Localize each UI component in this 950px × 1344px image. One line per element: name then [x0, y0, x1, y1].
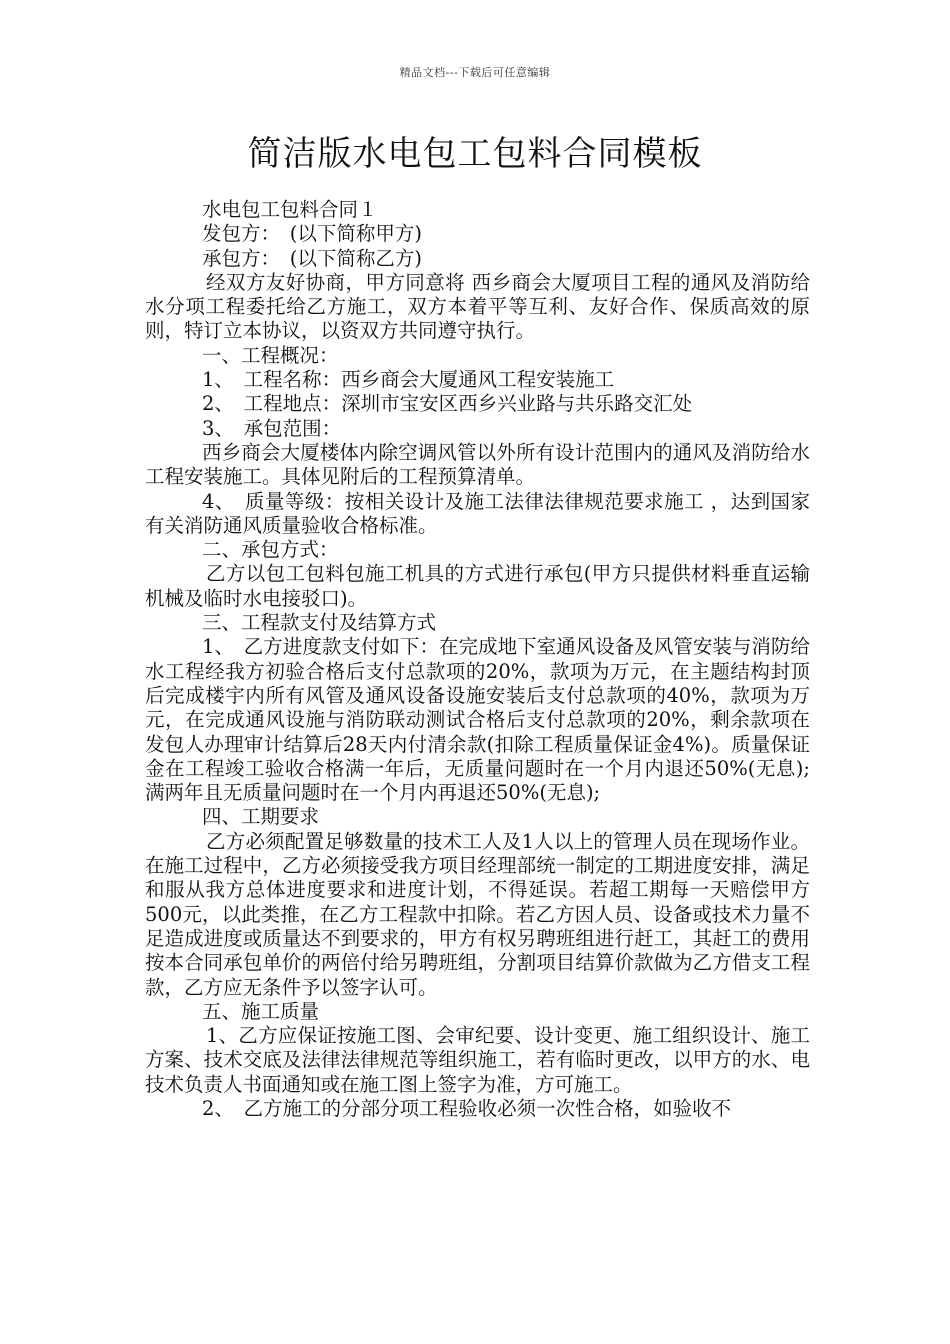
paragraph: 承包方： (以下简称乙方) [202, 246, 422, 270]
paragraph: 2、 工程地点：深圳市宝安区西乡兴业路与共乐路交汇处 [202, 392, 693, 416]
paragraph: 2、 乙方施工的分部分项工程验收必须一次性合格，如验收不 [202, 1096, 732, 1120]
paragraph: 西乡商会大厦楼体内除空调风管以外所有设计范围内的通风及消防给水工程安装施工。具体见附后的工程预算清单。 [145, 440, 810, 489]
paragraph: 乙方以包工包料包施工机具的方式进行承包(甲方只提供材料垂直运输机械及临时水电接驳口)。 [145, 562, 810, 610]
paragraph: 3、 承包范围： [202, 416, 342, 440]
paragraph: 经双方友好协商，甲方同意将 西乡商会大厦项目工程的通风及消防给水分项工程委托给乙方施工，双方本着平等互利、友好合作、保质高效的原则，特订立本协议，以资双方共同遵守执行。 [145, 270, 810, 343]
contract-body [145, 198, 810, 1121]
paragraph: 4、 质量等级：按相关设计及施工法律法律规范要求施工 ，达到国家有关消防通风质量验收合格标准。 [145, 489, 810, 537]
paragraph: 发包方： (以下简称甲方) [202, 222, 422, 246]
section-heading: 五、施工质量 [202, 999, 320, 1023]
section-heading: 三、工程款支付及结算方式 [202, 611, 437, 635]
section-heading: 四、工期要求 [202, 805, 320, 829]
section-heading: 一、工程概况： [202, 343, 339, 367]
document-title: 简洁版水电包工包料合同模板 [247, 134, 703, 174]
paragraph: 1、 工程名称：西乡商会大厦通风工程安装施工 [202, 368, 615, 392]
paragraph: 1、 乙方进度款支付如下：在完成地下室通风设备及风管安装与消防给水工程经我方初验合格后支付总款项的20%，款项为万元，在主题结构封顶后完成楼宇内所有风管及通风设备设施安装后支付总款项的40%，款项为万元，在完成通风设施与消防联动测试合格后支付总款项的20%，剩余款项在发包人办理审计结算后28天内付清余款(扣除工程质量保证金4%)。质量保证金在工程竣工验收合格满一年后，无质量问题时在一个月内退还50%(无息);满两年且无质量问题时在一个月内再退还50%(无息); [145, 635, 810, 805]
paragraph: 1、乙方应保证按施工图、会审纪要、设计变更、施工组织设计、施工方案、技术交底及法律法律规范等组织施工，若有临时更改，以甲方的水、电技术负责人书面通知或在施工图上签字为准，方可施工。 [145, 1024, 810, 1096]
section-heading: 二、承包方式： [202, 538, 339, 562]
header-note: 精品文档---下载后可任意编辑 [399, 66, 551, 79]
paragraph: 乙方必须配置足够数量的技术工人及1人以上的管理人员在现场作业。在施工过程中，乙方必须接受我方项目经理部统一制定的工期进度安排，满足和服从我方总体进度要求和进度计划，不得延误。若超工期每一天赔偿甲方500元，以此类推，在乙方工程款中扣除。若乙方因人员、设备或技术力量不足造成进度或质量达不到要求的，甲方有权另聘班组进行赶工，其赶工的费用按本合同承包单价的两倍付给另聘班组，分割项目结算价款做为乙方借支工程款，乙方应无条件予以签字认可。 [145, 829, 810, 999]
paragraph: 水电包工包料合同１ [202, 198, 378, 221]
